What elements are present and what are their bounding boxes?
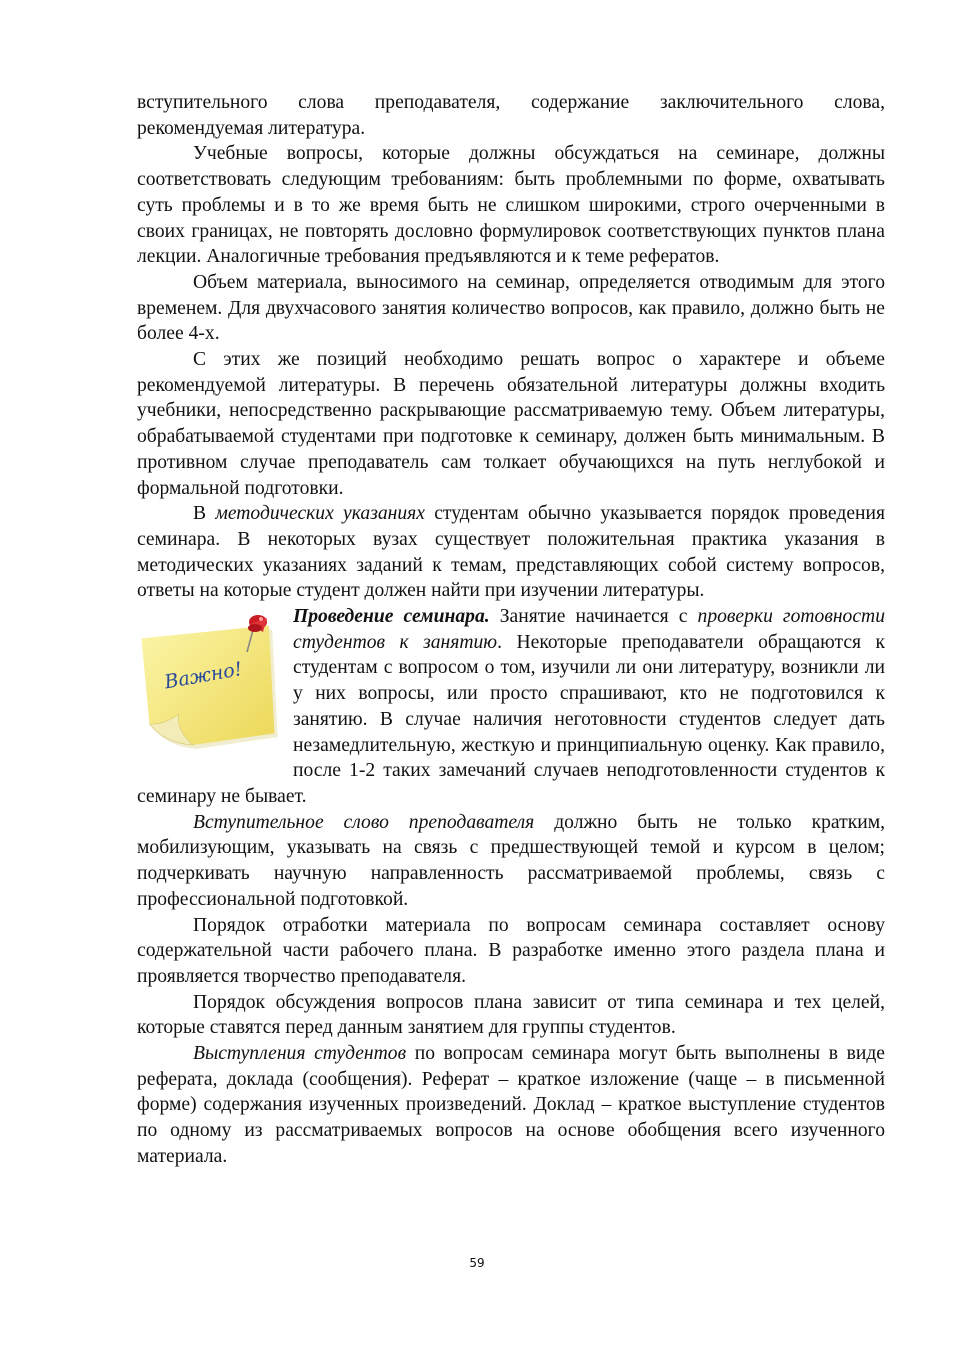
document-body bbox=[137, 90, 885, 1170]
paragraph bbox=[137, 501, 885, 604]
section-heading: Проведение семинара. bbox=[293, 606, 490, 628]
paragraph: Порядок отработки материала по вопросам семинара составляет основу содержательной части рабочего плана. В разработке именно этого раздела плана и проявляется творчество преподавателя. bbox=[137, 914, 885, 987]
sticky-note-graphic bbox=[131, 612, 281, 762]
emphasis-text: Выступления студентов bbox=[193, 1043, 407, 1065]
sticky-note-text: Важно! bbox=[162, 658, 244, 694]
paragraph: С этих же позиций необходимо решать вопрос о характере и объеме рекомендуемой литературы. В перечень обязательной литературы должны входить учебники, непосредственно раскрывающие рассматриваемую тему. Объем литературы, обрабатываемой студентами при подготовке к семинару, должен быть минимальным. В противном случае преподаватель сам толкает обучающихся на путь неглубокой и формальной подготовки. bbox=[137, 349, 885, 499]
paragraph bbox=[137, 1041, 885, 1170]
sticky-note-image bbox=[131, 612, 281, 762]
paragraph: Объем материала, выносимого на семинар, определяется отводимым для этого временем. Для двухчасового занятия количество вопросов, как правило, должно быть не более 4-х. bbox=[137, 271, 885, 345]
text-run: . Некоторые преподаватели обращаются к студентам с вопросом о том, изучили ли они литературу, возникли ли у них вопросы, или просто спрашивают, кто не подготовился к занятию. В случае наличия неготовности студентов следует дать незамедлительную, жесткую и принципиальную оценку. Как правило, после 1-2 таких замечаний случаев неподготовленности студентов к семинару не бывает. bbox=[137, 631, 886, 807]
emphasis-text: методических указаниях bbox=[215, 503, 425, 525]
emphasis-text: Вступительное слово преподавателя bbox=[193, 811, 535, 833]
text-run: студентам обычно указывается порядок проведения семинара. В некоторых вузах существует положительная практика указания в методических указаниях заданий к темам, представляющих собой систему вопросов, ответы на которые студент должен найти при изучении литературы. bbox=[137, 503, 886, 602]
paragraph: Порядок обсуждения вопросов плана зависит от типа семинара и тех целей, которые ставятся перед данным занятием для группы студентов. bbox=[137, 991, 885, 1039]
emphasis-text: проверки готовности студентов к занятию bbox=[293, 606, 885, 653]
text-run: Занятие начинается с bbox=[489, 606, 698, 628]
page-number: 59 bbox=[469, 1256, 485, 1270]
text-run: по вопросам семинара могут быть выполнены в виде реферата, доклада (сообщения). Реферат – краткое изложение (чаще – в письменной форме) содержания изученных произведений. Доклад – краткое выступление студентов по одному из рассматриваемых вопросов на основе обобщения всего изученного материала. bbox=[137, 1043, 885, 1167]
paragraph: вступительного слова преподавателя, содержание заключительного слова, рекомендуемая литература. bbox=[137, 92, 885, 139]
paragraph bbox=[137, 810, 885, 913]
paragraph: Учебные вопросы, которые должны обсуждаться на семинаре, должны соответствовать следующим требованиям: быть проблемными по форме, охватывать суть проблемы и в то же время быть не слишком широкими, строго очерченными в своих границах, не повторять дословно формулировок соответствующих пунктов плана лекции. Аналогичные требования предъявляются и к теме рефератов. bbox=[137, 143, 885, 268]
text-run: должно быть не только кратким, мобилизующим, указывать на связь с предшествующей темой и курсом в целом; подчеркивать научную направленность рассматриваемой проблемы, связь с профессиональной подготовкой. bbox=[137, 811, 885, 910]
text-run: В bbox=[193, 503, 216, 525]
